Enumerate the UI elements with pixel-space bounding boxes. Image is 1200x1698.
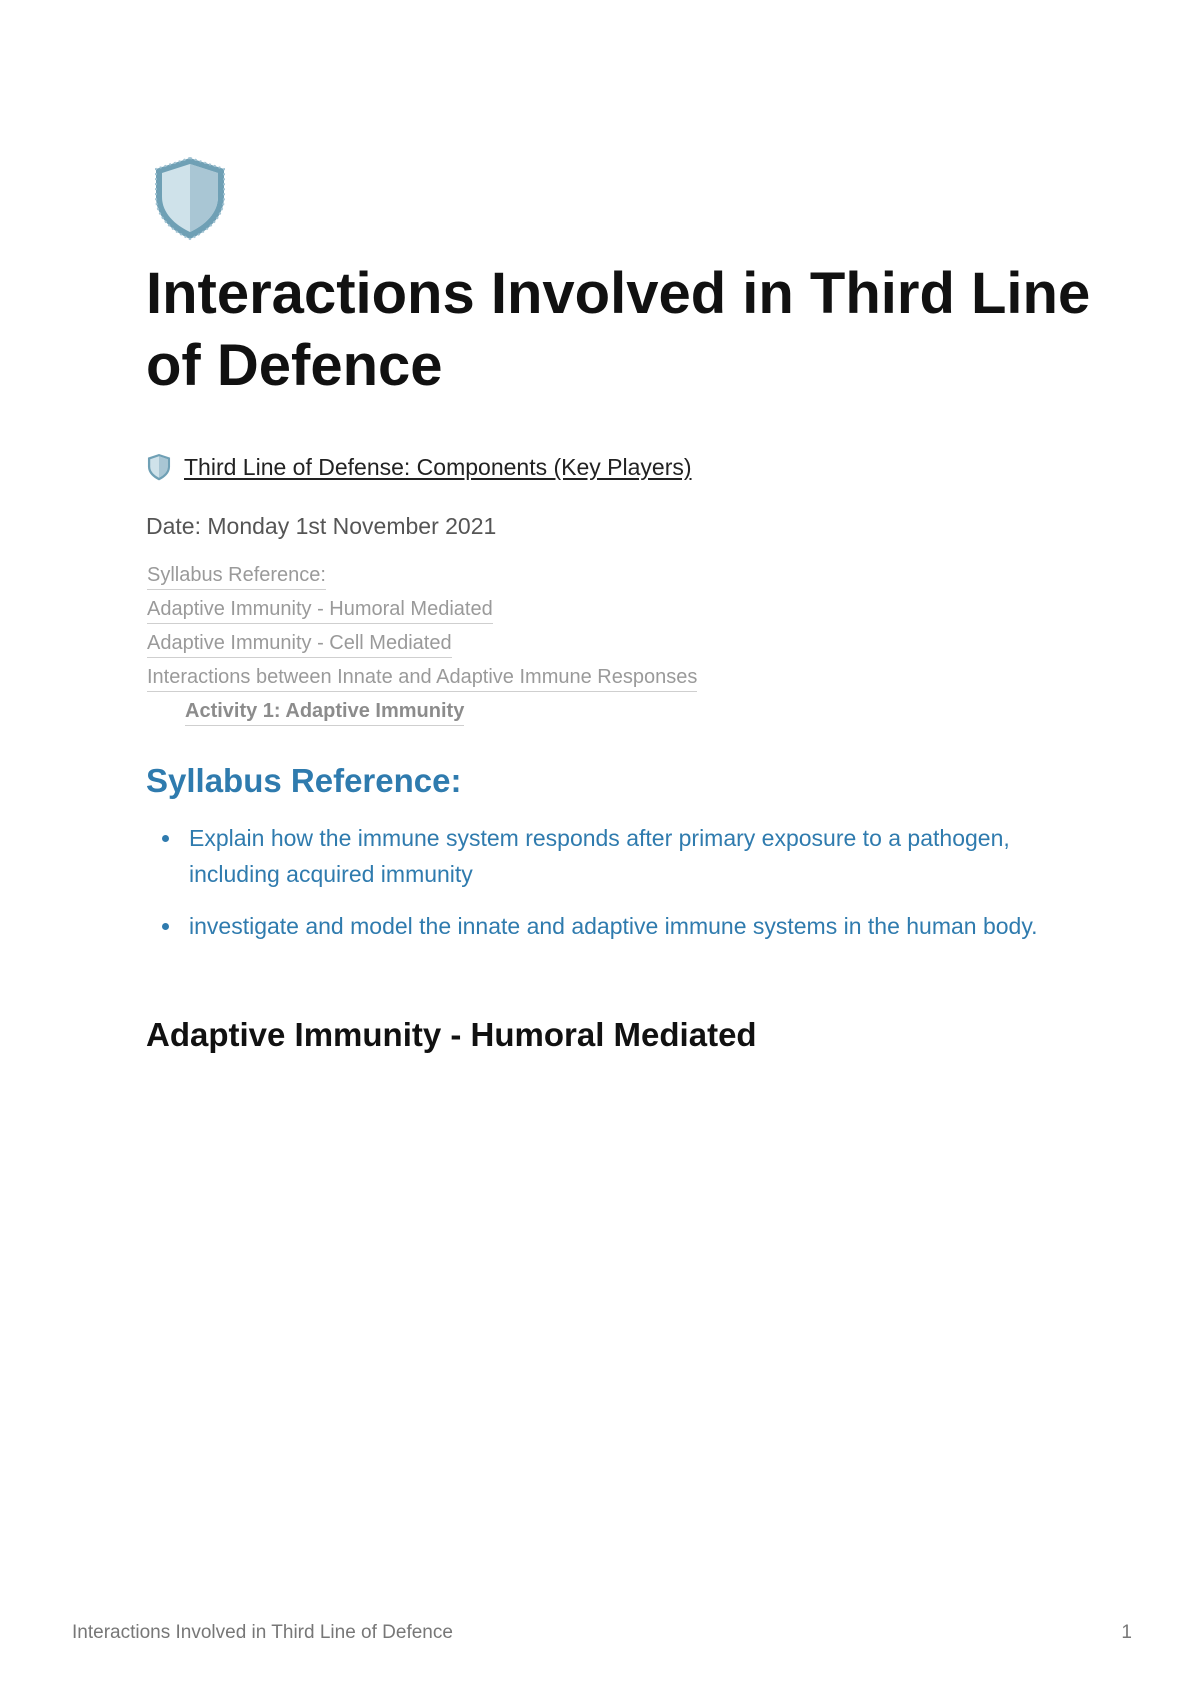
linked-page-mention[interactable] (146, 450, 692, 484)
table-of-contents (147, 562, 1047, 732)
syllabus-reference-heading: Syllabus Reference: (146, 762, 462, 799)
bullet-dot (162, 923, 169, 930)
shield-icon (146, 453, 172, 481)
toc-item-syllabus-reference[interactable]: Syllabus Reference: (147, 562, 326, 590)
page-title: Interactions Involved in Third Line of Defence (146, 261, 1091, 398)
page-number: 1 (1121, 1622, 1132, 1643)
list-item (146, 820, 1076, 892)
syllabus-bullet-list (146, 820, 1076, 960)
shield-icon (150, 155, 230, 241)
list-item (146, 908, 1076, 944)
bullet-text: investigate and model the innate and adaptive immune systems in the human body. (189, 913, 1038, 939)
linked-page-link[interactable]: Third Line of Defense: Components (Key Players) (184, 453, 692, 480)
footer-title: Interactions Involved in Third Line of Defence (72, 1622, 453, 1643)
toc-item-activity-1[interactable]: Activity 1: Adaptive Immunity (185, 698, 464, 726)
humoral-mediated-heading: Adaptive Immunity - Humoral Mediated (146, 1016, 757, 1053)
date-line: Date: Monday 1st November 2021 (146, 513, 497, 539)
toc-item-interactions[interactable]: Interactions between Innate and Adaptive Immune Responses (147, 664, 697, 692)
bullet-text: Explain how the immune system responds after primary exposure to a pathogen, including acquired immunity (189, 825, 1010, 887)
bullet-dot (162, 835, 169, 842)
toc-item-humoral-mediated[interactable]: Adaptive Immunity - Humoral Mediated (147, 596, 493, 624)
toc-item-cell-mediated[interactable]: Adaptive Immunity - Cell Mediated (147, 630, 452, 658)
